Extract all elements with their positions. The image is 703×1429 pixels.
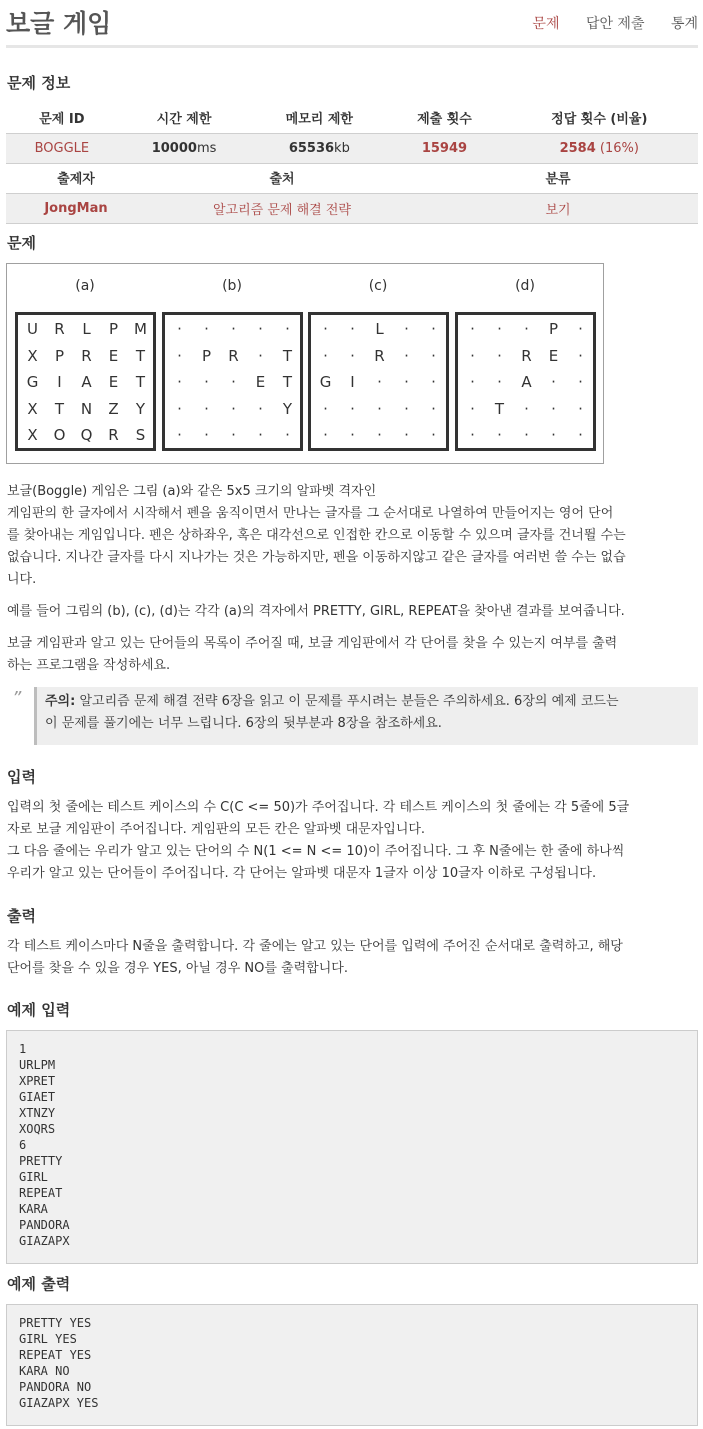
tab-submit[interactable]: 답안 제출 xyxy=(585,16,645,32)
grid-cell: · xyxy=(431,373,436,391)
grid-cell: E xyxy=(108,346,119,365)
category-link[interactable]: 보기 xyxy=(418,193,698,223)
grid-cell: · xyxy=(404,346,409,365)
info-table-1 xyxy=(6,103,698,164)
text-line: 보글(Boggle) 게임은 그림 (a)와 같은 5x5 크기의 알파벳 격자인 xyxy=(7,484,377,499)
grid-cell: · xyxy=(497,320,502,338)
grid-cell: · xyxy=(470,346,475,365)
grid-cell: · xyxy=(204,399,209,418)
text-line: 단어를 찾을 수 있을 경우 YES, 아닐 경우 NO를 출력합니다. xyxy=(7,961,348,976)
col-category: 분류 xyxy=(418,163,698,193)
accepted-value[interactable] xyxy=(501,133,698,163)
grid-cell: A xyxy=(81,373,92,391)
grid-cell: · xyxy=(578,426,583,444)
grid-cell: U xyxy=(27,320,38,338)
memory-limit-value: 65536kb xyxy=(250,133,388,163)
grid-cell: · xyxy=(524,426,529,444)
boggle-grid-b xyxy=(162,312,303,451)
grid-cell: · xyxy=(323,320,328,338)
grid-cell: · xyxy=(350,346,355,365)
sample-output-heading: 예제 출력 xyxy=(7,1275,71,1293)
grid-cell: R xyxy=(108,426,119,444)
accepted-ratio: (16%) xyxy=(599,140,639,156)
grid-cell: · xyxy=(350,399,355,418)
text-line: 니다. xyxy=(7,572,37,587)
grid-cell: A xyxy=(521,373,532,391)
code-line: XTNZY xyxy=(19,1106,56,1120)
grid-cell: T xyxy=(135,346,146,365)
grid-cell: E xyxy=(548,346,559,365)
note-line-1: 주의: 알고리즘 문제 해결 전략 6장을 읽고 이 문제를 푸시려는 분들은 주의하세요. 6장의 예제 코드는 xyxy=(45,694,619,709)
figure-label-a: (a) xyxy=(75,278,95,294)
page-title: 보글 게임 xyxy=(6,9,112,38)
grid-cell: · xyxy=(231,399,236,418)
sample-output-box[interactable] xyxy=(6,1304,698,1426)
grid-cell: L xyxy=(82,320,91,338)
grid-cell: E xyxy=(108,373,119,391)
grid-cell: · xyxy=(431,346,436,365)
grid-cell: G xyxy=(319,373,332,391)
grid-cell: P xyxy=(201,346,212,365)
figure-label-d: (d) xyxy=(515,278,535,294)
code-line: GIRL YES xyxy=(19,1332,77,1346)
grid-cell: · xyxy=(497,426,502,444)
col-author: 출제자 xyxy=(6,163,146,193)
code-line: REPEAT YES xyxy=(19,1348,92,1362)
grid-cell: S xyxy=(135,426,146,444)
problem-heading: 문제 xyxy=(7,234,36,252)
grid-cell: Y xyxy=(135,399,146,418)
grid-cell: · xyxy=(578,320,583,338)
grid-cell: R xyxy=(521,346,532,365)
grid-cell: · xyxy=(497,373,502,391)
grid-cell: · xyxy=(431,399,436,418)
grid-cell: · xyxy=(404,426,409,444)
grid-cell: · xyxy=(285,426,290,444)
grid-cell: · xyxy=(470,399,475,418)
grid-cell: · xyxy=(323,399,328,418)
grid-cell: · xyxy=(551,399,556,418)
col-memory-limit: 메모리 제한 xyxy=(250,103,388,133)
figure-label-b: (b) xyxy=(222,278,242,294)
quote-icon: ” xyxy=(12,688,22,709)
code-line: KARA NO xyxy=(19,1364,70,1378)
accepted-link[interactable]: 2584 xyxy=(559,140,596,156)
grid-cell: · xyxy=(258,399,263,418)
text-line: 없습니다. 지나간 글자를 다시 지나가는 것은 가능하지만, 펜을 이동하지않고 같은 글자를 여러번 쓸 수는 없습 xyxy=(7,550,626,565)
grid-cell: · xyxy=(204,320,209,338)
code-line: XPRET xyxy=(19,1074,56,1088)
grid-cell: · xyxy=(177,426,182,444)
grid-cell: G xyxy=(26,373,39,391)
code-line: PRETTY YES xyxy=(19,1316,92,1330)
grid-cell: T xyxy=(282,346,293,365)
grid-cell: P xyxy=(108,320,119,338)
tab-problem[interactable]: 문제 xyxy=(532,16,560,32)
grid-cell: · xyxy=(431,320,436,338)
grid-cell: L xyxy=(375,320,384,338)
col-submissions: 제출 횟수 xyxy=(388,103,500,133)
grid-cell: · xyxy=(177,346,182,365)
code-line: URLPM xyxy=(19,1058,56,1072)
grid-cell: · xyxy=(404,399,409,418)
code-line: GIAZAPX xyxy=(19,1234,70,1248)
author-link[interactable]: JongMan xyxy=(6,193,146,223)
grid-cell: E xyxy=(255,373,266,391)
grid-cell: Z xyxy=(108,399,119,418)
grid-cell: T xyxy=(135,373,146,391)
input-heading: 입력 xyxy=(7,768,36,786)
grid-cell: · xyxy=(231,426,236,444)
grid-cell: Y xyxy=(282,399,293,418)
grid-cell: X xyxy=(27,346,38,365)
grid-cell: R xyxy=(374,346,385,365)
text-line: 게임판의 한 글자에서 시작해서 펜을 움직이면서 만나는 글자를 그 순서대로 나열하여 만들어지는 영어 단어 xyxy=(7,506,614,521)
grid-cell: · xyxy=(470,320,475,338)
grid-cell: R xyxy=(81,346,92,365)
sample-input-box[interactable] xyxy=(6,1030,698,1264)
grid-cell: · xyxy=(404,373,409,391)
code-line: REPEAT xyxy=(19,1186,63,1200)
grid-cell: M xyxy=(134,320,147,338)
tab-stats[interactable]: 통계 xyxy=(670,16,698,32)
text-line: 자로 보글 게임판이 주어집니다. 게임판의 모든 칸은 알파벳 대문자입니다. xyxy=(7,822,426,837)
text-line: 하는 프로그램을 작성하세요. xyxy=(7,658,171,673)
input-description xyxy=(7,797,697,885)
code-line: GIAET xyxy=(19,1090,56,1104)
problem-id-value: BOGGLE xyxy=(6,133,118,163)
grid-cell: · xyxy=(551,373,556,391)
note-blockquote xyxy=(34,687,698,745)
info-heading: 문제 정보 xyxy=(7,74,71,92)
problem-description xyxy=(7,481,697,591)
grid-cell: P xyxy=(54,346,65,365)
source-link[interactable]: 알고리즘 문제 해결 전략 xyxy=(146,193,418,223)
grid-cell: · xyxy=(578,373,583,391)
code-line: XOQRS xyxy=(19,1122,56,1136)
code-line: GIRL xyxy=(19,1170,48,1184)
time-limit-value: 10000ms xyxy=(118,133,251,163)
grid-cell: · xyxy=(231,320,236,338)
grid-cell: X xyxy=(27,399,38,418)
grid-cell: T xyxy=(282,373,293,391)
grid-cell: N xyxy=(80,399,93,418)
grid-cell: · xyxy=(524,320,529,338)
code-line: KARA xyxy=(19,1202,48,1216)
grid-cell: I xyxy=(350,373,355,391)
grid-cell: · xyxy=(258,320,263,338)
grid-cell: T xyxy=(494,399,505,418)
grid-cell: P xyxy=(548,320,559,338)
grid-cell: · xyxy=(258,426,263,444)
grid-cell: · xyxy=(497,346,502,365)
output-description xyxy=(7,936,697,980)
grid-cell: · xyxy=(177,373,182,391)
grid-cell: X xyxy=(27,426,38,444)
grid-cell: · xyxy=(377,426,382,444)
info-table-2 xyxy=(6,163,698,224)
grid-cell: Q xyxy=(80,426,93,444)
problem-task-text xyxy=(7,633,697,677)
note-line-2: 이 문제를 풀기에는 너무 느립니다. 6장의 뒷부분과 8장을 참조하세요. xyxy=(45,716,442,731)
problem-example-text: 예를 들어 그림의 (b), (c), (d)는 각각 (a)의 격자에서 PRETTY, GIRL, REPEAT을 찾아낸 결과를 보여줍니다. xyxy=(7,604,625,619)
code-line: 6 xyxy=(19,1138,27,1152)
boggle-grid-d xyxy=(455,312,596,451)
grid-cell: · xyxy=(177,320,182,338)
grid-cell: · xyxy=(350,320,355,338)
col-source: 출처 xyxy=(146,163,418,193)
text-line: 를 찾아내는 게임입니다. 펜은 상하좌우, 혹은 대각선으로 인접한 칸으로 이동할 수 있으며 글자를 건너뛸 수는 xyxy=(7,528,626,543)
grid-cell: · xyxy=(204,426,209,444)
col-time-limit: 시간 제한 xyxy=(118,103,251,133)
col-accepted: 정답 횟수 (비율) xyxy=(501,103,698,133)
output-heading: 출력 xyxy=(7,907,36,925)
grid-cell: · xyxy=(578,399,583,418)
note-label: 주의: xyxy=(45,694,76,709)
grid-cell: O xyxy=(53,426,66,444)
text-line: 보글 게임판과 알고 있는 단어들의 목록이 주어질 때, 보글 게임판에서 각 단어를 찾을 수 있는지 여부를 출력 xyxy=(7,636,618,651)
grid-cell: T xyxy=(54,399,65,418)
text-line: 우리가 알고 있는 단어들이 주어집니다. 각 단어는 알파벳 대문자 1글자 이상 10글자 이하로 구성됩니다. xyxy=(7,866,597,881)
grid-cell: · xyxy=(177,399,182,418)
table-row xyxy=(6,193,698,223)
tab-bar xyxy=(510,13,698,33)
page-header xyxy=(6,0,698,48)
boggle-figure xyxy=(6,263,604,464)
figure-label-c: (c) xyxy=(368,278,388,294)
grid-cell: · xyxy=(377,373,382,391)
code-line: GIAZAPX YES xyxy=(19,1396,99,1410)
table-row xyxy=(6,133,698,163)
text-line: 입력의 첫 줄에는 테스트 케이스의 수 C(C <= 50)가 주어집니다. 각 테스트 케이스의 첫 줄에는 각 5줄에 5글 xyxy=(7,800,630,815)
grid-cell: · xyxy=(578,346,583,365)
grid-cell: · xyxy=(285,320,290,338)
grid-cell: · xyxy=(551,426,556,444)
col-problem-id: 문제 ID xyxy=(6,103,118,133)
text-line: 그 다음 줄에는 우리가 알고 있는 단어의 수 N(1 <= N <= 10)이 주어집니다. 그 후 N줄에는 한 줄에 하나씩 xyxy=(7,844,625,859)
grid-cell: · xyxy=(470,426,475,444)
boggle-grid-c xyxy=(308,312,449,451)
sample-input-heading: 예제 입력 xyxy=(7,1001,71,1019)
grid-cell: · xyxy=(431,426,436,444)
grid-cell: · xyxy=(470,373,475,391)
grid-cell: I xyxy=(57,373,62,391)
boggle-grid-a xyxy=(15,312,156,451)
grid-cell: · xyxy=(323,426,328,444)
grid-cell: · xyxy=(258,346,263,365)
code-line: PANDORA NO xyxy=(19,1380,92,1394)
grid-cell: R xyxy=(54,320,65,338)
grid-cell: · xyxy=(323,346,328,365)
grid-cell: · xyxy=(231,373,236,391)
code-line: PRETTY xyxy=(19,1154,63,1168)
submissions-link[interactable]: 15949 xyxy=(388,133,500,163)
code-line: PANDORA xyxy=(19,1218,70,1232)
grid-cell: · xyxy=(404,320,409,338)
text-line: 각 테스트 케이스마다 N줄을 출력합니다. 각 줄에는 알고 있는 단어를 입력에 주어진 순서대로 출력하고, 해당 xyxy=(7,939,623,954)
grid-cell: R xyxy=(228,346,239,365)
code-line: 1 xyxy=(19,1042,27,1056)
grid-cell: · xyxy=(204,373,209,391)
grid-cell: · xyxy=(524,399,529,418)
grid-cell: · xyxy=(350,426,355,444)
grid-cell: · xyxy=(377,399,382,418)
